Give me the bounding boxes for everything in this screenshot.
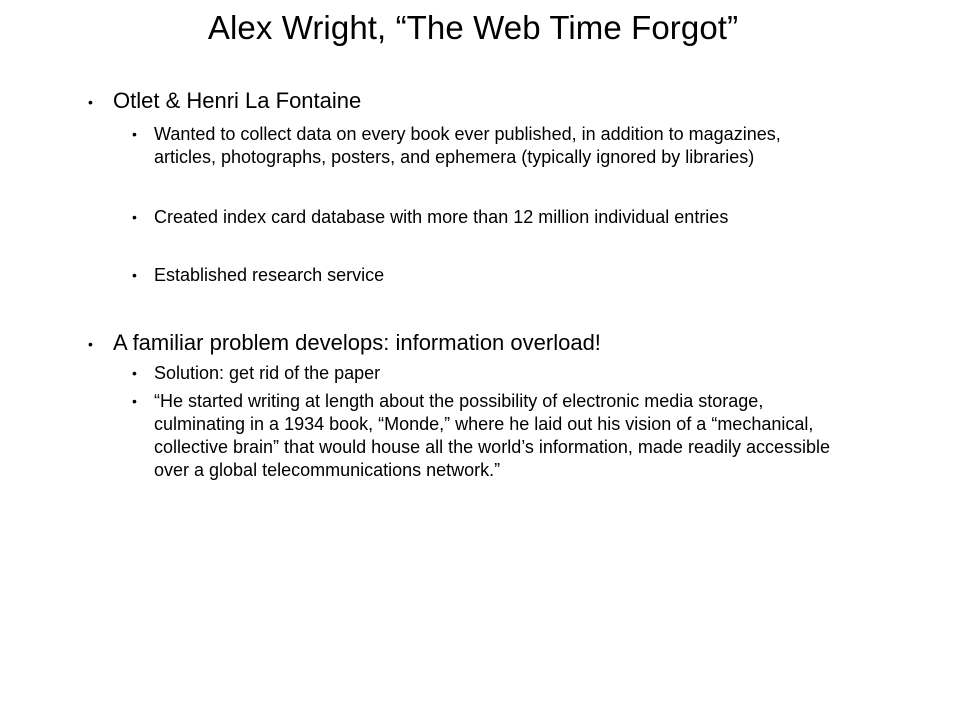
slide-title: Alex Wright, “The Web Time Forgot” (207, 9, 739, 46)
bullet-heading-text: A familiar problem develops: information overload! (113, 330, 601, 355)
sub-bullet-text: “He started writing at length about the possibility of electronic media storage, culminating in a 1934 book, “Monde,” where he laid out his vision of a “mechanical, collective brain” that would house all the world’s information, made readily accessible over a global telecommunications network.” (154, 391, 831, 480)
bullet-icon: • (132, 393, 137, 409)
bullet-heading-otlet (88, 88, 848, 114)
bullet-heading-text: Otlet & Henri La Fontaine (113, 88, 362, 113)
sub-bullet-text: Established research service (154, 265, 385, 285)
sub-bullet-text: Wanted to collect data on every book ever published, in addition to magazines, articles, photographs, posters, and ephemera (typically ignored by libraries) (154, 124, 781, 167)
bullet-icon: • (132, 365, 137, 381)
bullet-icon: • (132, 267, 137, 283)
bullet-icon: • (88, 94, 93, 110)
sub-bullet-quote-monde (132, 390, 832, 482)
sub-bullet-text: Solution: get rid of the paper (154, 363, 381, 383)
sub-bullet-index-card (132, 206, 832, 229)
sub-bullet-collect-data (132, 123, 832, 169)
bullet-icon: • (132, 126, 137, 142)
sub-bullet-research-service (132, 264, 832, 287)
bullet-heading-information-overload (88, 330, 848, 356)
bullet-icon: • (88, 336, 93, 352)
sub-bullet-solution (132, 362, 832, 385)
sub-bullet-text: Created index card database with more than 12 million individual entries (154, 207, 729, 227)
bullet-icon: • (132, 209, 137, 225)
